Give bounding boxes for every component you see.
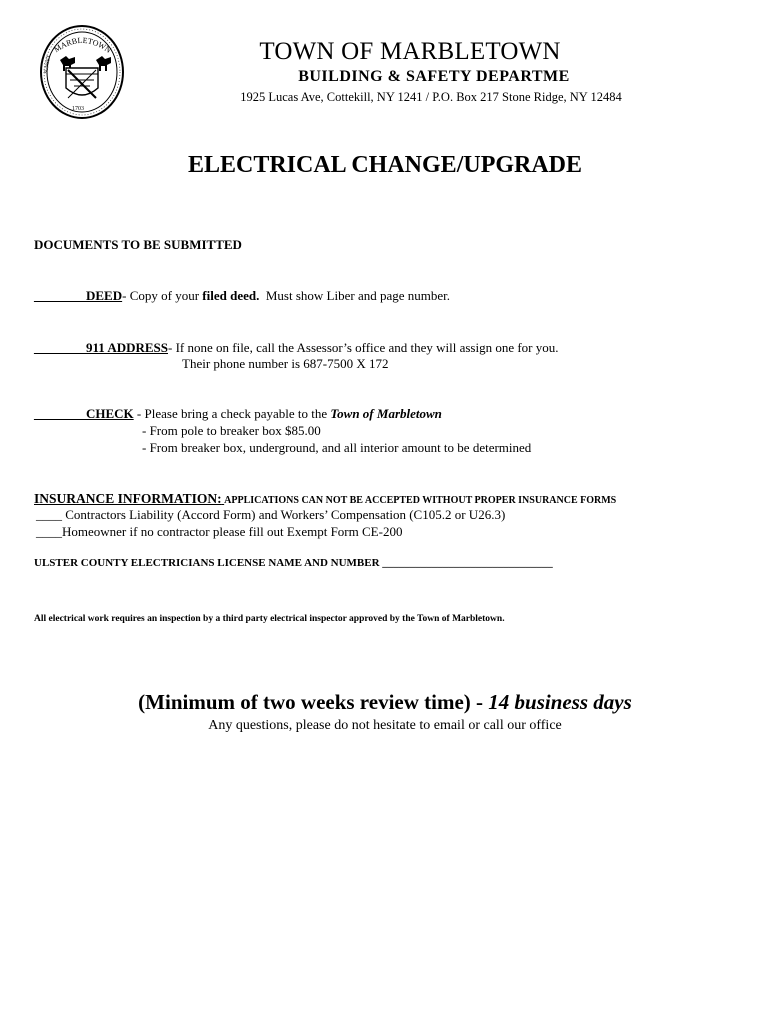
deed-filed: filed deed. <box>202 288 260 303</box>
department-name: BUILDING & SAFETY DEPARTME <box>298 68 570 85</box>
check-fee-pole: - From pole to breaker box $85.00 <box>142 423 321 438</box>
license-blank: _______________________________ <box>382 557 553 569</box>
address-blank: ________ <box>34 340 86 355</box>
deed-label: DEED <box>86 288 123 303</box>
license-line <box>34 557 553 569</box>
check-text: - Please bring a check payable to the <box>133 406 331 421</box>
review-time-days: 14 business days <box>488 690 632 714</box>
check-blank: ________ <box>34 406 86 421</box>
town-name: TOWN OF MARBLETOWN <box>259 38 561 65</box>
review-time-plain: (Minimum of two weeks review time) - <box>138 690 489 714</box>
address-label: 911 ADDRESS <box>86 340 168 355</box>
insurance-item-homeowner: ____Homeowner if no contractor please fill out Exempt Form CE-200 <box>36 524 403 539</box>
check-label: CHECK <box>86 406 134 421</box>
check-item <box>34 406 442 422</box>
insurance-heading: INSURANCE INFORMATION: <box>34 491 222 506</box>
check-fee-interior: - From breaker box, underground, and all interior amount to be determined <box>142 440 532 455</box>
svg-text:MARBLETOWN: MARBLETOWN <box>52 35 113 55</box>
review-time <box>0 690 770 715</box>
svg-text:1703: 1703 <box>72 106 84 112</box>
questions-note: Any questions, please do not hesitate to email or call our office <box>208 718 562 733</box>
insurance-item-contractor: ____ Contractors Liability (Accord Form) and Workers’ Compensation (C105.2 or U26.3) <box>36 507 506 522</box>
address-text: - If none on file, call the Assessor’s office and they will assign one for you. <box>168 340 559 355</box>
insurance-section <box>34 490 616 508</box>
deed-text: - Copy of your <box>122 288 203 303</box>
documents-heading: DOCUMENTS TO BE SUBMITTED <box>34 237 242 252</box>
check-payee: Town of Marbletown <box>330 406 442 421</box>
assessor-phone: Their phone number is 687-7500 X 172 <box>182 356 389 371</box>
deed-text-post: Must show Liber and page number. <box>259 288 450 303</box>
inspection-note: All electrical work requires an inspection by a third party electrical inspector approved by the Town of Marbletown. <box>34 614 505 624</box>
deed-blank: ________ <box>34 288 86 303</box>
svg-text:SUNSET: SUNSET <box>44 54 53 75</box>
department-address: 1925 Lucas Ave, Cottekill, NY 1241 / P.O. Box 217 Stone Ridge, NY 12484 <box>240 90 622 104</box>
form-title: ELECTRICAL CHANGE/UPGRADE <box>187 152 583 178</box>
deed-item <box>34 288 450 304</box>
address-item <box>34 340 559 356</box>
insurance-note: APPLICATIONS CAN NOT BE ACCEPTED WITHOUT PROPER INSURANCE FORMS <box>224 495 617 506</box>
license-label: ULSTER COUNTY ELECTRICIANS LICENSE NAME AND NUMBER <box>34 557 380 569</box>
